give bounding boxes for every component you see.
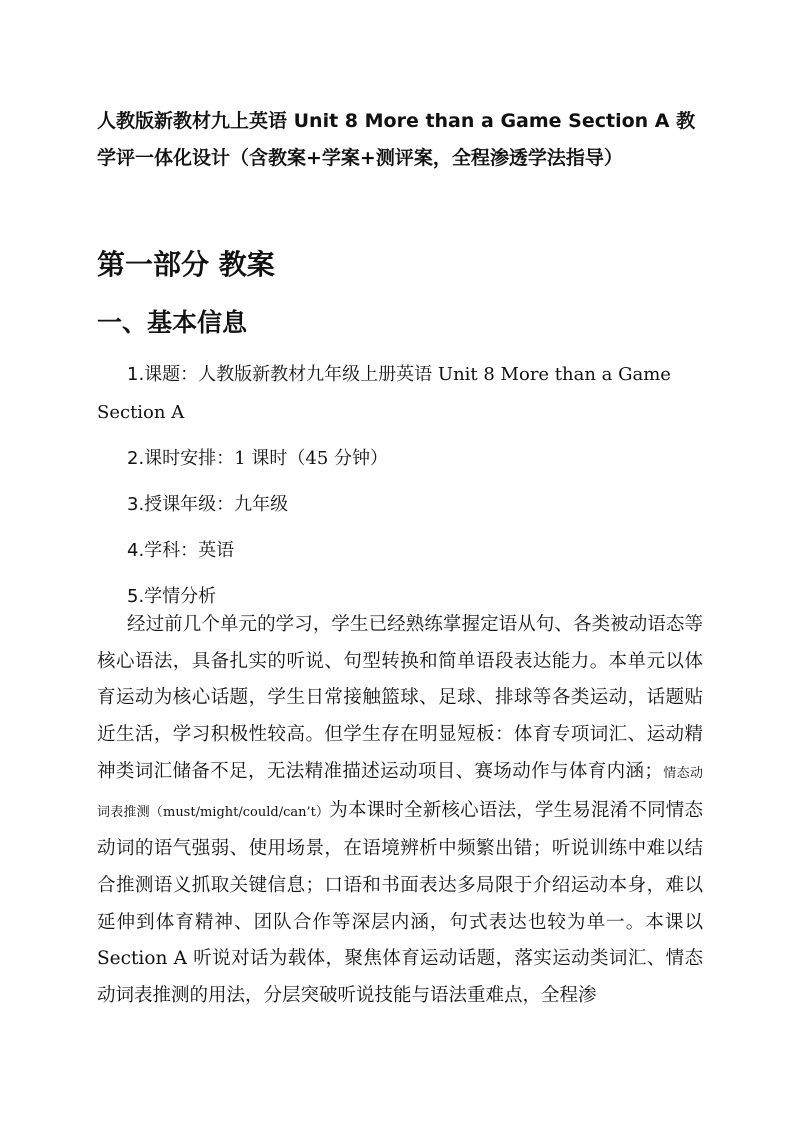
- info-item-schedule-unit: 课时（: [245, 448, 306, 469]
- info-item-grade: 3.授课年级：九年级: [127, 494, 289, 515]
- info-item-topic: [97, 356, 703, 432]
- document-title: 人教版新教材九上英语 Unit 8 More than a Game Section A 教学评一体化设计（含教案+学案+测评案，全程渗透学法指导）: [97, 110, 696, 169]
- info-item-topic-label: 1.课题：人教版新教材九年级上册英语: [127, 364, 438, 385]
- info-item-schedule-minutes: 45: [305, 448, 329, 469]
- info-item-schedule-count: 1: [234, 448, 246, 469]
- part-heading: 第一部分 教案: [97, 248, 275, 281]
- analysis-text-section: Section A: [97, 948, 188, 970]
- section-heading: 一、基本信息: [97, 308, 248, 337]
- info-item-analysis-heading: 5.学情分析: [127, 586, 217, 607]
- analysis-text-3: 听说对话为载体，聚焦体育运动话题，落实运动类词汇、情态动词表推测的用法，分层突破听说技能与语法重难点，全程渗: [97, 948, 703, 1007]
- info-item-subject: 4.学科：英语: [127, 540, 235, 561]
- analysis-text-modal-verbs: 情态动词表推测（must/might/could/can’t）: [97, 765, 703, 820]
- info-item-schedule-minutes-unit: 分钟）: [328, 448, 389, 469]
- learning-analysis-paragraph: [97, 607, 703, 1015]
- info-item-schedule: [97, 440, 703, 478]
- analysis-text-2: 为本课时全新核心语法，学生易混淆不同情态动词的语气强弱、使用场景，在语境辨析中频繁出错；听说训练中难以结合推测语义抓取关键信息；口语和书面表达多局限于介绍运动本身，难以延伸到体育精神、团队合作等深层内涵，句式表达也较为单一。本课以: [97, 799, 703, 933]
- info-item-schedule-label: 2.课时安排：: [127, 448, 235, 469]
- basic-info-list: [97, 356, 703, 624]
- analysis-text-1: 经过前几个单元的学习，学生已经熟练掌握定语从句、各类被动语态等核心语法，具备扎实的听说、句型转换和简单语段表达能力。本单元以体育运动为核心话题，学生日常接触篮球、足球、排球等各类运动，话题贴近生活，学习积极性较高。但学生存在明显短板：体育专项词汇、运动精神类词汇储备不足，无法精准描述运动项目、赛场动作与体育内涵；: [97, 614, 703, 782]
- info-item-topic-value: Unit 8 More than a Game Section A: [97, 364, 671, 423]
